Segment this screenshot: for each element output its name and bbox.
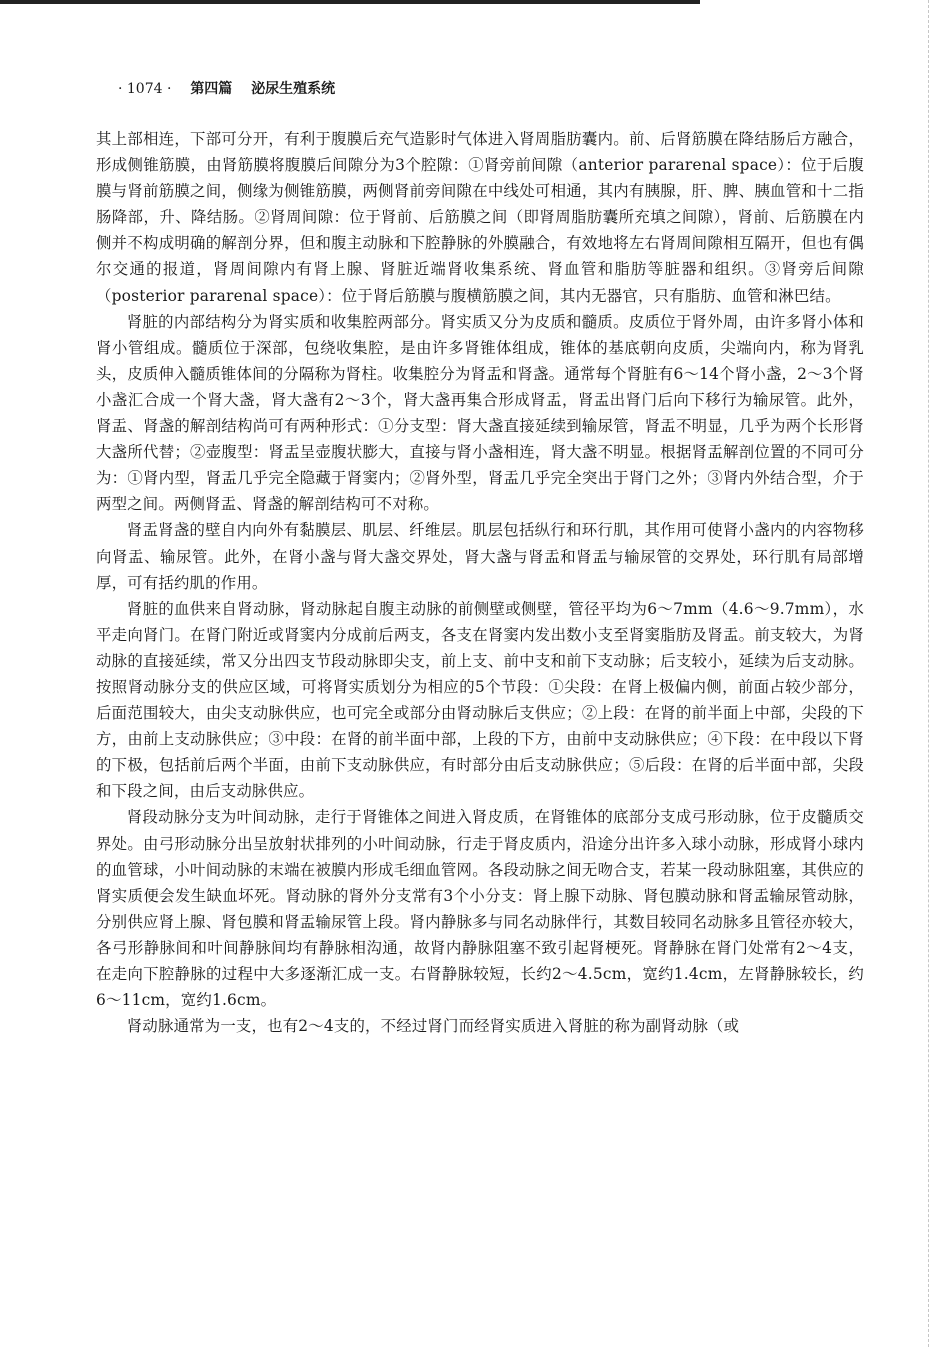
paragraph: 肾动脉通常为一支，也有2～4支的，不经过肾门而经肾实质进入肾脏的称为副肾动脉（或	[126, 1017, 740, 1036]
part-title: 泌尿生殖系统	[251, 81, 336, 97]
running-header	[118, 78, 878, 102]
paragraph: 肾盂肾盏的壁自内向外有黏膜层、肌层、纤维层。肌层包括纵行和环行肌，其作用可使肾小盏内的内容物移向肾盂、输尿管。此外，在肾小盏与肾大盏交界处，肾大盏与肾盂和肾盂与输尿管的交界处，环行肌有局部增厚，可有括约肌的作用。	[96, 521, 864, 592]
paragraph: 肾脏的内部结构分为肾实质和收集腔两部分。肾实质又分为皮质和髓质。皮质位于肾外周，由许多肾小体和肾小管组成。髓质位于深部，包绕收集腔，是由许多肾锥体组成，锥体的基底朝向皮质，尖端向内，称为肾乳头，皮质伸入髓质锥体间的分隔称为肾柱。收集腔分为肾盂和肾盏。通常每个肾脏有6～14个肾小盏，2～3个肾小盏汇合成一个肾大盏，肾大盏有2～3个，肾大盏再集合形成肾盂，肾盂出肾门后向下移行为输尿管。此外，肾盂、肾盏的解剖结构尚可有两种形式：①分支型：肾大盏直接延续到输尿管，肾盂不明显，几乎为两个长形肾大盏所代替；②壶腹型：肾盂呈壶腹状膨大，直接与肾小盏相连，肾大盏不明显。根据肾盂解剖位置的不同可分为：①肾内型，肾盂几乎完全隐藏于肾窦内；②肾外型，肾盂几乎完全突出于肾门之外；③肾内外结合型，介于两型之间。两侧肾盂、肾盏的解剖结构可不对称。	[96, 312, 864, 514]
paragraph: 肾脏的血供来自肾动脉，肾动脉起自腹主动脉的前侧壁或侧壁，管径平均为6～7mm（4.6～9.7mm），水平走向肾门。在肾门附近或肾窦内分成前后两支，各支在肾窦内发出数小支至肾窦脂肪及肾盂。前支较大，为肾动脉的直接延续，常又分出四支节段动脉即尖支，前上支、前中支和前下支动脉；后支较小，延续为后支动脉。按照肾动脉分支的供应区域，可将肾实质划分为相应的5个节段：①尖段：在肾上极偏内侧，前面占较少部分，后面范围较大，由尖支动脉供应，也可完全或部分由肾动脉后支供应；②上段：在肾的前半面上中部，尖段的下方，由前上支动脉供应；③中段：在肾的前半面中部，上段的下方，由前中支动脉供应；④下段：在中段以下肾的下极，包括前后两个半面，由前下支动脉供应，有时部分由后支动脉供应；⑤后段：在肾的后半面中部，尖段和下段之间，由后支动脉供应。	[96, 599, 864, 801]
paragraph: 其上部相连，下部可分开，有利于腹膜后充气造影时气体进入肾周脂肪囊内。前、后肾筋膜在降结肠后方融合，形成侧锥筋膜，由肾筋膜将腹膜后间隙分为3个腔隙：①肾旁前间隙（anterior pararenal space）：位于后腹膜与肾前筋膜之间，侧缘为侧锥筋膜，两侧肾前旁间隙在中线处可相通，其内有胰腺，肝、脾、胰血管和十二指肠降部，升、降结肠。②肾周间隙：位于肾前、后筋膜之间（即肾周脂肪囊所充填之间隙），肾前、后筋膜在内侧并不构成明确的解剖分界，但和腹主动脉和下腔静脉的外膜融合，有效地将左右肾周间隙相互隔开，但也有偶尔交通的报道，肾周间隙内有肾上腺、肾脏近端肾收集系统、肾血管和脂肪等脏器和组织。③肾旁后间隙（posterior pararenal space）：位于肾后筋膜与腹横筋膜之间，其内无器官，只有脂肪、血管和淋巴结。	[96, 130, 864, 305]
body-text	[96, 126, 864, 1039]
top-scan-rule	[0, 0, 700, 4]
paragraph: 肾段动脉分支为叶间动脉，走行于肾锥体之间进入肾皮质，在肾锥体的底部分支成弓形动脉，位于皮髓质交界处。由弓形动脉分出呈放射状排列的小叶间动脉，行走于肾皮质内，沿途分出许多入球小动脉，形成肾小球内的血管球，小叶间动脉的末端在被膜内形成毛细血管网。各段动脉之间无吻合支，若某一段动脉阻塞，其供应的肾实质便会发生缺血坏死。肾动脉的肾外分支常有3个小分支：肾上腺下动脉、肾包膜动脉和肾盂输尿管动脉，分别供应肾上腺、肾包膜和肾盂输尿管上段。肾内静脉多与同名动脉伴行，其数目较同名动脉多且管径亦较大，各弓形静脉间和叶间静脉间均有静脉相沟通，故肾内静脉阻塞不致引起肾梗死。肾静脉在肾门处常有2～4支，在走向下腔静脉的过程中大多逐渐汇成一支。右肾静脉较短，长约2～4.5cm，宽约1.4cm，左肾静脉较长，约6～11cm，宽约1.6cm。	[96, 808, 864, 1010]
page-number: · 1074 ·	[118, 81, 172, 97]
part-label: 第四篇	[190, 81, 233, 97]
scan-edge	[928, 0, 951, 1347]
